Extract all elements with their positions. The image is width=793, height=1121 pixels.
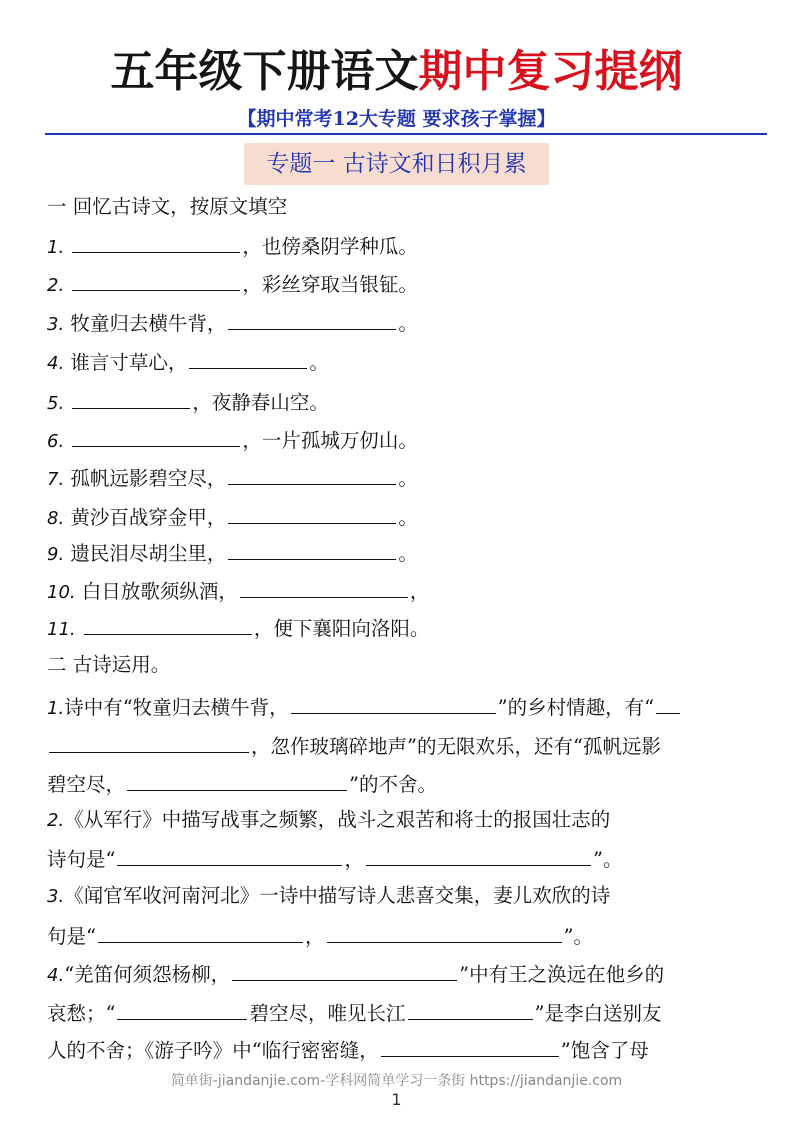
title-part-black: 五年级下册语文 [110,46,419,97]
question-line: 诗句是“ ， ”。 [47,845,752,873]
section1-heading: 一 回忆古诗文，按原文填空 [47,195,288,218]
question-line: ，忽作玻璃碎地声”的无限欢乐，还有“孤帆远影 [47,732,752,760]
answer-blank[interactable] [127,770,347,791]
item-number: 7. [47,469,65,490]
answer-blank[interactable] [117,845,342,866]
list-item: 1. ，也傍桑阴学种瓜。 [47,232,752,261]
item-number: 3. [47,314,65,335]
question-line: 哀愁；“ 碧空尽，唯见长江 ”是李白送别友 [47,999,752,1027]
answer-blank[interactable] [84,614,252,635]
answer-blank[interactable] [228,503,396,524]
list-item: 9. 遗民泪尽胡尘里， 。 [47,539,752,568]
header-divider [45,133,767,135]
list-item: 7. 孤帆远影碧空尽， 。 [47,464,752,493]
answer-blank[interactable] [366,845,591,866]
list-item: 6. ，一片孤城万仞山。 [47,426,752,455]
answer-blank[interactable] [228,464,396,485]
answer-blank[interactable] [228,309,396,330]
question-line: 3.《闻官军收河南河北》一诗中描写诗人悲喜交集，妻儿欢欣的诗 [47,884,611,907]
answer-blank[interactable] [232,960,457,981]
list-item: 8. 黄沙百战穿金甲， 。 [47,503,752,532]
question-line: 句是“ ， ”。 [47,922,752,950]
document-title [0,42,793,102]
page-number: 1 [391,1090,402,1109]
section2-heading: 二 古诗运用。 [47,653,171,676]
answer-blank[interactable] [72,388,190,409]
list-item: 5. ，夜静春山空。 [47,388,752,417]
answer-blank[interactable] [72,232,240,253]
answer-blank[interactable] [240,577,408,598]
topic-banner: 专题一 古诗文和日积月累 [244,143,549,185]
item-number: 10. [47,582,76,603]
document-subtitle: 【期中常考12大专题 要求孩子掌握】 [237,108,556,130]
item-number: 9. [47,544,65,565]
answer-blank[interactable] [72,270,240,291]
question-line: 人的不舍；《游子吟》中“临行密密缝， ”饱含了母 [47,1036,752,1064]
item-number: 6. [47,431,65,452]
list-item: 3. 牧童归去横牛背， 。 [47,309,752,338]
answer-blank[interactable] [189,348,307,369]
item-number: 11. [47,619,76,640]
question-line: 1.诗中有“牧童归去横牛背， ”的乡村情趣，有“ [47,693,752,722]
answer-blank[interactable] [49,732,249,753]
answer-blank[interactable] [72,426,240,447]
answer-blank[interactable] [408,999,533,1020]
item-number: 1. [47,237,65,258]
list-item: 10. 白日放歌须纵酒， ， [47,577,752,606]
item-number: 2. [47,275,65,296]
answer-blank[interactable] [117,999,247,1020]
answer-blank[interactable] [327,922,562,943]
item-number: 5. [47,393,65,414]
list-item: 2. ，彩丝穿取当银钲。 [47,270,752,299]
item-number: 4. [47,353,65,374]
question-line: 4.“羌笛何须怨杨柳， ”中有王之涣远在他乡的 [47,960,752,989]
question-line: 2.《从军行》中描写战事之频繁，战斗之艰苦和将士的报国壮志的 [47,808,611,831]
answer-blank[interactable] [228,539,396,560]
list-item: 4. 谁言寸草心， 。 [47,348,752,377]
answer-blank[interactable] [381,1036,559,1057]
answer-blank[interactable] [98,922,303,943]
item-number: 8. [47,508,65,529]
page-footer: 简单街-jiandanjie.com-学科网简单学习一条街 https://jiandanjie.com [170,1073,623,1089]
answer-blank[interactable] [656,693,680,714]
question-line: 碧空尽， ”的不舍。 [47,770,752,798]
title-part-red: 期中复习提纲 [418,46,683,97]
answer-blank[interactable] [291,693,496,714]
list-item: 11. ，便下襄阳向洛阳。 [47,614,752,643]
